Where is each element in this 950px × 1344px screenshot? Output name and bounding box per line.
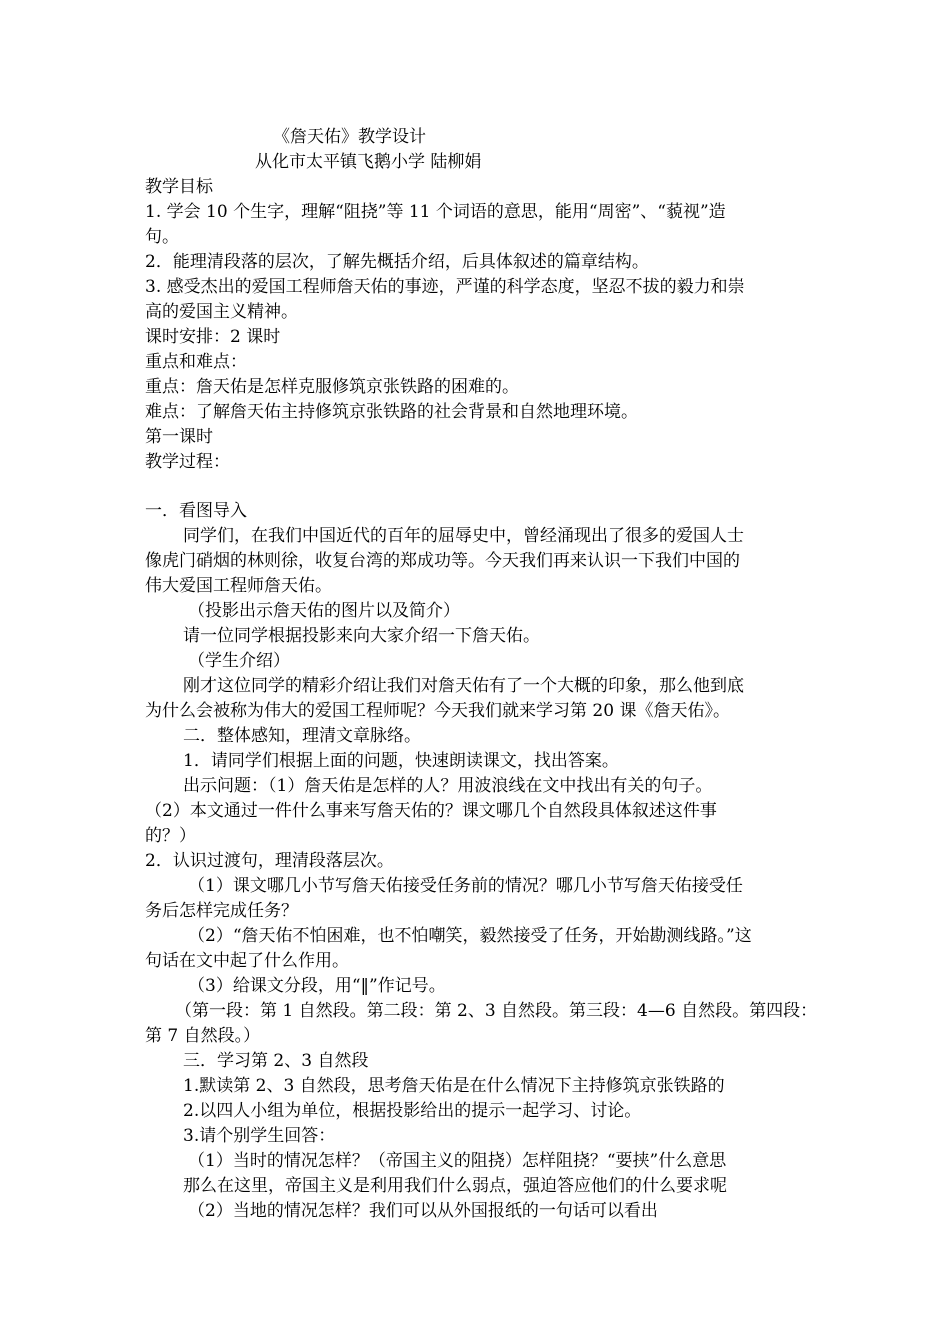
paragraph-line: （第一段：第 1 自然段。第二段：第 2、3 自然段。第三段：4—6 自然段。第四段： (175, 1001, 818, 1021)
paragraph-line: 刚才这位同学的精彩介绍让我们对詹天佑有了一个大概的印象，那么他到底 (183, 676, 744, 696)
paragraph-line: 句话在文中起了什么作用。 (145, 951, 349, 971)
goal-2: 2．能理清段落的层次，了解先概括介绍，后具体叙述的篇章结构。 (145, 252, 649, 272)
paragraph-line: 像虎门硝烟的林则徐，收复台湾的郑成功等。今天我们再来认识一下我们中国的 (145, 551, 740, 571)
paragraph-line: （1）课文哪几小节写詹天佑接受任务前的情况？哪几小节写詹天佑接受任 (188, 876, 743, 896)
paragraph-line: （1）当时的情况怎样？（帝国主义的阻挠）怎样阻挠？“要挟”什么意思 (188, 1151, 727, 1171)
paragraph-line: 同学们，在我们中国近代的百年的屈辱史中，曾经涌现出了很多的爱国人士 (183, 526, 744, 546)
section-1-heading: 一．看图导入 (145, 501, 247, 521)
paragraph-line: 那么在这里，帝国主义是利用我们什么弱点，强迫答应他们的什么要求呢 (183, 1176, 727, 1196)
heading-first-lesson: 第一课时 (145, 427, 213, 447)
goal-1-line-1: 1. 学会 10 个生字，理解“阻挠”等 11 个词语的意思，能用“周密”、“藐视”造 (145, 202, 726, 222)
paragraph-line: （投影出示詹天佑的图片以及简介） (188, 601, 460, 621)
paragraph-line: 2．认识过渡句，理清段落层次。 (145, 851, 394, 871)
paragraph-line: 伟大爱国工程师詹天佑。 (145, 576, 332, 596)
section-2-heading: 二．整体感知，理清文章脉络。 (183, 726, 421, 746)
paragraph-line: （学生介绍） (188, 651, 290, 671)
goal-1-line-2: 句。 (145, 227, 179, 247)
paragraph-line: 的？） (145, 826, 196, 846)
paragraph-line: 3.请个别学生回答： (183, 1126, 336, 1146)
goal-3-line-1: 3. 感受杰出的爱国工程师詹天佑的事迹，严谨的科学态度，坚忍不拔的毅力和崇 (145, 277, 745, 297)
paragraph-line: 务后怎样完成任务？ (145, 901, 298, 921)
paragraph-line: 请一位同学根据投影来向大家介绍一下詹天佑。 (183, 626, 540, 646)
key-point: 重点：詹天佑是怎样克服修筑京张铁路的困难的。 (145, 377, 519, 397)
section-3-heading: 三．学习第 2、3 自然段 (183, 1051, 369, 1071)
heading-teaching-process: 教学过程： (145, 452, 230, 472)
difficult-point: 难点：了解詹天佑主持修筑京张铁路的社会背景和自然地理环境。 (145, 402, 638, 422)
paragraph-line: （2）“詹天佑不怕困难，也不怕嘲笑，毅然接受了任务，开始勘测线路。”这 (188, 926, 752, 946)
paragraph-line: （2）当地的情况怎样？我们可以从外国报纸的一句话可以看出 (188, 1201, 658, 1221)
paragraph-line: 为什么会被称为伟大的爱国工程师呢？今天我们就来学习第 20 课《詹天佑》。 (145, 701, 730, 721)
document-author: 从化市太平镇飞鹅小学 陆柳娟 (255, 152, 482, 172)
paragraph-line: 1.默读第 2、3 自然段，思考詹天佑是在什么情况下主持修筑京张铁路的 (183, 1076, 725, 1096)
heading-teaching-goals: 教学目标 (145, 177, 213, 197)
paragraph-line: （3）给课文分段，用“‖”作记号。 (188, 976, 446, 996)
paragraph-line: （2）本文通过一件什么事来写詹天佑的？课文哪几个自然段具体叙述这件事 (145, 801, 717, 821)
goal-3-line-2: 高的爱国主义精神。 (145, 302, 298, 322)
heading-key-points: 重点和难点： (145, 352, 247, 372)
lesson-schedule: 课时安排：2 课时 (145, 327, 281, 347)
paragraph-line: 第 7 自然段。） (145, 1026, 261, 1046)
document-title: 《詹天佑》教学设计 (273, 127, 426, 147)
paragraph-line: 2.以四人小组为单位，根据投影给出的提示一起学习、讨论。 (183, 1101, 642, 1121)
paragraph-line: 出示问题：（1）詹天佑是怎样的人？用波浪线在文中找出有关的句子。 (183, 776, 713, 796)
paragraph-line: 1．请同学们根据上面的问题，快速朗读课文，找出答案。 (183, 751, 619, 771)
